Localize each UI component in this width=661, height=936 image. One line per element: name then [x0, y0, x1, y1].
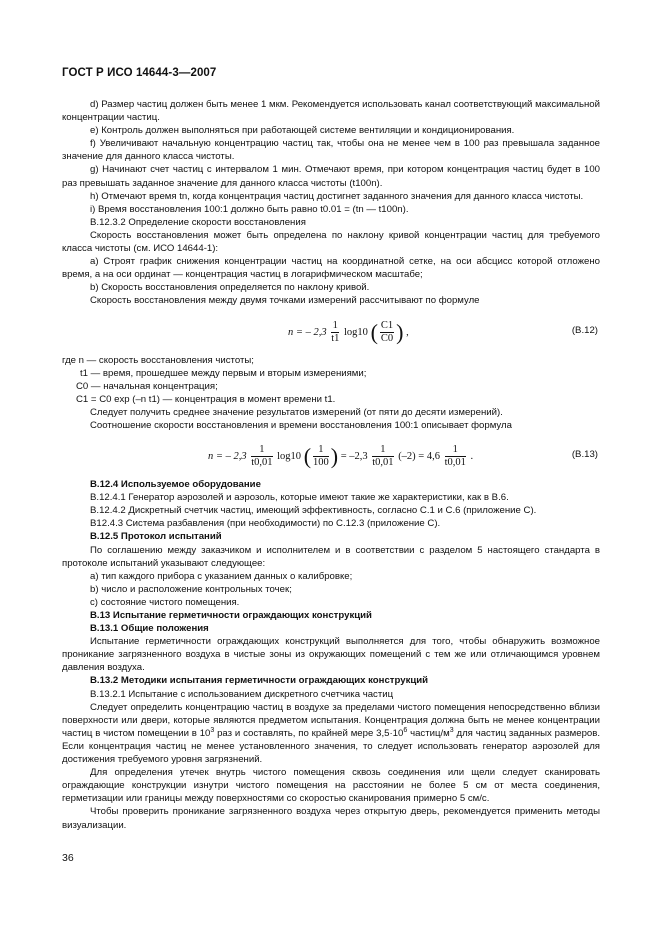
text-run: раз и составлять, по крайней мере 3,5·10 — [214, 727, 404, 739]
text-run: для частиц заданных размеров. Если концентрация частиц не менее установленного значения, то следует использовать генератор аэрозолей для достижения требуемого уровня загрязнений. — [62, 727, 601, 766]
section-heading: В.13 Испытание герметичности ограждающих конструкций — [90, 610, 372, 621]
page-number: 36 — [62, 852, 74, 864]
equation-number: (В.13) — [571, 449, 598, 461]
paren-close: ) — [396, 319, 404, 344]
section-heading: В.12.4 Используемое оборудование — [90, 479, 261, 491]
subsection-title: В.13.2.1 Испытание с использованием дискретного счетчика частиц — [90, 688, 394, 700]
numerator: 1 — [313, 444, 329, 457]
paragraph: i) Время восстановления 100:1 должно быть равно t0.01 = (tn — t100n). — [90, 203, 409, 215]
paragraph: Соотношение скорости восстановления и времени восстановления 100:1 описывает формула — [90, 419, 512, 431]
paragraph: f) Увеличивают начальную концентрацию частиц так, чтобы она не менее чем в 100 раз превышала заданное значение для данного класса чистоты. — [62, 138, 600, 163]
denominator: t0,01 — [444, 457, 466, 469]
paragraph: Чтобы проверить проникание загрязненного воздуха через открытую дверь, рекомендуется применить методы визуализации. — [62, 806, 600, 831]
equation-formula — [288, 320, 409, 345]
eq-mid2: (–2) = 4,6 — [398, 450, 440, 462]
denominator: C0 — [380, 332, 394, 344]
fraction — [380, 320, 394, 345]
equation-b13 — [62, 436, 600, 472]
numerator: 1 — [445, 444, 466, 457]
equation-number: (В.12) — [571, 324, 598, 336]
superscript: 6 — [403, 726, 408, 734]
paragraph: g) Начинают счет частиц с интервалом 1 мин. Отмечают время, при котором концентрация частиц будет в 100 раз превышать заданное значение для данного класса чистоты (t100n). — [62, 164, 600, 189]
definition-line: C0 — начальная концентрация; — [76, 380, 218, 392]
paragraph: e) Контроль должен выполняться при работающей системе вентиляции и кондиционирования. — [90, 125, 515, 137]
eq-tail: . — [470, 450, 474, 462]
log-symbol: log10 — [277, 450, 302, 462]
paragraph: По соглашению между заказчиком и исполнителем и в соответствии с разделом 5 настоящего стандарта в протоколе испытаний указывают следующее: — [62, 544, 600, 569]
definition-line: t1 — время, прошедшее между первым и вторым измерениями; — [80, 367, 367, 379]
numerator: C1 — [380, 319, 394, 331]
denominator: t0,01 — [251, 457, 273, 469]
numerator: 1 — [251, 444, 272, 457]
fraction — [251, 444, 272, 469]
fraction — [445, 444, 466, 469]
paragraph: Испытание герметичности ограждающих конструкций выполняется для того, чтобы обнаружить возможное проникание загрязненного воздуха в чистые зоны из окружающих помещений с тем же или отличающимся уровнем давления воздуха. — [62, 636, 600, 674]
eq-lhs: n = – 2,3 — [288, 326, 327, 338]
paragraph: b) Скорость восстановления определяется по наклону кривой. — [90, 282, 370, 294]
paren-close: ) — [330, 443, 339, 469]
superscript: 3 — [449, 726, 454, 734]
log-symbol: log10 — [344, 326, 368, 338]
paragraph — [62, 701, 600, 766]
fraction — [331, 320, 339, 345]
list-item: b) число и расположение контрольных точек; — [90, 583, 292, 595]
paragraph: Скорость восстановления может быть определена по наклону кривой концентрации частиц для требуемого класса чистоты (см. ИСО 14644-1): — [62, 229, 600, 255]
paragraph: В12.4.3 Система разбавления (при необходимости) по С.12.3 (приложение С). — [90, 518, 441, 530]
paragraph: В.12.4.1 Генератор аэрозолей и аэрозоль, которые имеют такие же характеристики, как в В.6. — [90, 492, 509, 504]
denominator: t0,01 — [372, 457, 394, 469]
numerator: 1 — [332, 319, 338, 331]
superscript: 3 — [210, 726, 215, 734]
document-body — [62, 98, 600, 832]
text-run: частиц/м — [407, 727, 450, 739]
paragraph: Скорость восстановления между двумя точками измерений рассчитывают по формуле — [90, 295, 480, 307]
text-run: Следует определить концентрацию частиц в воздухе за пределами чистого помещения непосредственно вблизи поверхности или двери, которые являются предметом испытания. Концентрация должна быть не менее концентрации частиц в чистом помещении в 10 — [62, 701, 600, 739]
paragraph: В.12.4.2 Дискретный счетчик частиц, имеющий эффективность, согласно С.1 и С.6 (приложение С). — [90, 505, 537, 517]
eq-lhs: n = – 2,3 — [208, 450, 247, 462]
eq-tail: , — [406, 326, 409, 338]
definitions — [62, 354, 600, 406]
equation-b12 — [62, 312, 600, 348]
fraction — [372, 444, 393, 469]
eq-mid: = –2,3 — [340, 450, 368, 462]
paragraph: d) Размер частиц должен быть менее 1 мкм. Рекомендуется использовать канал соответствующий максимальной концентрации частиц. — [62, 99, 600, 124]
list-item: a) тип каждого прибора с указанием данных о калибровке; — [90, 570, 353, 582]
equation-formula — [208, 444, 473, 469]
paragraph: h) Отмечают время tn, когда концентрация частиц достигнет заданного значения для данного класса чистоты. — [90, 190, 584, 202]
numerator: 1 — [372, 444, 393, 457]
definition-line: где n — скорость восстановления чистоты; — [62, 354, 254, 366]
paragraph: а) Строят график снижения концентрации частиц на координатной сетке, на оси абсцисс которой отложено время, а на оси ординат — концентрация частиц в логарифмическом масштабе; — [62, 256, 600, 281]
section-heading: В.13.2 Методики испытания герметичности ограждающих конструкций — [90, 675, 429, 687]
fraction — [313, 444, 329, 469]
definition-line: C1 = C0 exp (–n t1) — концентрация в момент времени t1. — [76, 393, 336, 405]
section-heading: В.12.5 Протокол испытаний — [90, 531, 222, 543]
paragraph: Для определения утечек внутрь чистого помещения сквозь соединения или щели следует сканировать ограждающие конструкции изнутри чистого помещения на расстоянии не более 5 см от места соединения, герметизации или границы между поверхностями со скоростью сканирования примерно 5 см/с. — [62, 767, 600, 805]
subsection-title: B.12.3.2 Определение скорости восстановления — [90, 216, 306, 228]
section-heading: В.13.1 Общие положения — [90, 623, 209, 635]
list-item: c) состояние чистого помещения. — [90, 596, 240, 608]
paragraph: Следует получить среднее значение результатов измерений (от пяти до десяти измерений). — [90, 406, 503, 418]
paren-open: ( — [370, 319, 378, 344]
denominator: 100 — [313, 457, 329, 469]
paren-open: ( — [303, 443, 312, 469]
denominator: t1 — [331, 332, 340, 344]
document-header: ГОСТ Р ИСО 14644-3—2007 — [62, 67, 217, 79]
